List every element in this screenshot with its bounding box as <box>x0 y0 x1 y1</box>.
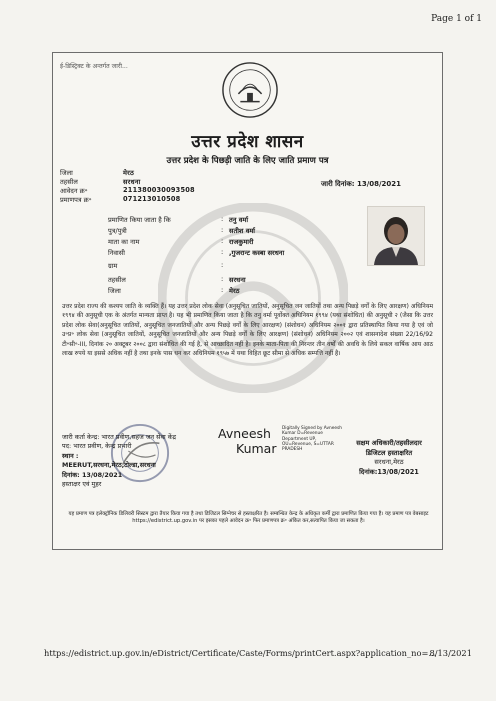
officer-date: दिनांक:13/08/2021 <box>359 468 419 477</box>
field-value: तनु वर्मा <box>229 216 249 224</box>
field-label: तहसील <box>108 276 126 284</box>
field-label: माता का नाम <box>108 238 140 246</box>
certificate-number: 071213010508 <box>123 195 181 203</box>
field-parent: पुत्र/पुत्री : सतीश वर्मा <box>108 226 256 235</box>
issuing-centre: जारी कर्ता केन्द्र: भारत प्रवीण,सहज जन सेवा केंद्र <box>62 433 176 441</box>
application-row <box>60 186 195 195</box>
certificate-row <box>60 195 180 204</box>
top-note: ई-डिस्ट्रिक्ट के अन्तर्गत जारी... <box>60 63 128 70</box>
field-tehsil: तहसील : सरधना <box>108 275 246 284</box>
sign-and-seal-label: हस्ताक्षर एवं मुहर <box>62 480 102 489</box>
field-value: राजकुमारी <box>229 238 254 246</box>
field-label: ग्राम <box>108 262 118 270</box>
district-value: मेरठ <box>123 169 135 177</box>
field-district: जिला : मेरठ <box>108 286 240 295</box>
digitally-signed-label: डिजिटल हस्ताक्षरित <box>365 448 413 457</box>
field-value: सरधना <box>229 276 246 284</box>
tehsil-label: तहसील <box>60 178 78 186</box>
certificate-label: प्रमाणपत्र क्र॰ <box>60 196 92 204</box>
signer-last-name: Kumar <box>236 441 277 456</box>
field-village: ग्राम : <box>108 261 224 270</box>
signature-details: Digitally Signed by Avneesh Kumar D=Revenue Department UP, OU=Revenue, S=UTTAR PRADESH <box>282 426 342 453</box>
verification-note: यह प्रमाण पत्र इलेक्ट्रॉनिक डिलिवरी सिस्टम द्वारा तैयार किया गया है तथा डिजिटल सिग्नेचर से हस्ताक्षरित है। सम्बन्धित केन्द्र के अधिकृत कर्मी द्वारा प्रमाणित किया गया है। यह प्रमाण पत्र वेबसाइट https://edistrict.up.gov.in पर इसका पहले आवेदन क्र॰ फिर प्रमाणपत्र क्र॰ अंकित कर,सत्यापित किया जा सकता है। <box>68 511 429 524</box>
digital-signature <box>218 426 342 456</box>
field-name: प्रमाणित किया जाता है कि : तनु वर्मा <box>108 215 249 224</box>
up-emblem-icon <box>221 61 279 119</box>
footer-date: 8/13/2021 <box>429 648 472 658</box>
application-label: आवेदन क्र॰ <box>60 187 88 195</box>
issuer-date: दिनांक: 13/08/2021 <box>62 470 123 479</box>
field-value: मेरठ <box>229 287 240 295</box>
field-value: ,गुजरान्ट कस्बा सरधना <box>229 249 285 257</box>
district-label: जिला <box>60 169 73 177</box>
field-value: सतीश वर्मा <box>229 227 256 235</box>
page-number: Page 1 of 1 <box>431 14 482 24</box>
caste-certificate <box>52 52 443 550</box>
field-label: पुत्र/पुत्री <box>108 227 127 235</box>
issuing-centre-block <box>62 433 232 489</box>
issuer-designation: पद: भारत प्रवीण, केन्द्र प्रभारी <box>62 442 132 451</box>
application-number: 211380030093508 <box>123 186 195 194</box>
signer-first-name: Avneesh <box>218 426 271 441</box>
tehsil-value: सरधना <box>123 178 141 186</box>
officer-title: सक्षम अधिकारी/तहसीलदार <box>356 439 422 447</box>
tehsil-row <box>60 177 140 186</box>
certificate-subtitle: उत्तर प्रदेश के पिछड़ी जाति के लिए जाति प्रमाण पत्र <box>166 156 329 166</box>
place-label: स्थान : <box>62 451 79 460</box>
issue-date: जारी दिनांक: 13/08/2021 <box>321 180 402 188</box>
field-label: जिला <box>108 287 121 295</box>
place-value: MEERUT,सरधना,मेरठ,टोल्डा,सरधना <box>62 461 156 470</box>
applicant-photo <box>367 206 425 266</box>
field-label: प्रमाणित किया जाता है कि <box>108 216 171 224</box>
district-row <box>60 168 134 177</box>
certificate-title: उत्तर प्रदेश शासन <box>191 132 304 152</box>
footer-url: https://edistrict.up.gov.in/eDistrict/Certificate/Caste/Forms/printCert.aspx?application_no=... <box>44 648 437 658</box>
officer-place: सरधना,मेरठ <box>374 458 404 467</box>
field-label: निवासी <box>108 249 125 257</box>
field-mother: माता का नाम : राजकुमारी <box>108 237 254 246</box>
certificate-body-text: उत्तर प्रदेश राज्य की कश्यप जाति के व्यक्ति हैं। यह उत्तर प्रदेश लोक सेवा (अनुसूचित जातियों, अनुसूचित जन जातियों तथा अन्य पिछड़े वर्गों के लिए आरक्षण) अधिनियम १९९४ की अनुसूची एक के अंतर्गत मान्यता प्राप्त है। यह भी प्रमाणित किया जाता है कि तनु वर्मा पूर्वोक्त अधिनियम १९९४ (यथा संशोधित) की अनुसूची २ (जैसा कि उत्तर प्रदेश लोक सेवा(अनुसूचित जातियों, अनुसूचित जनजातियों और अन्य पिछड़े वर्गों के लिए आरक्षण) (संशोधन) अधिनियम २००१ द्वारा प्रतिस्थापित किया गया है एवं जो उ॰प्र॰ लोक सेवा (अनुसूचित जातियों, अनुसूचित जनजातियों और अन्य पिछड़े वर्गों के लिए आरक्षण) (संशोधन) अधिनियम २००२ एवं शासनादेश संख्या 22/16/92 टी॰सी॰-III, दिनांक २० अक्टूबर २००८ द्वारा संशोधित की गई है, से आच्छादित नहीं है। इनके माता-पिता की निरन्तर तीन वर्षों की अवधि के लिये सकल वार्षिक आय आठ लाख रुपये या इससे अधिक नहीं है तथा इनके पास धन कर अधिनियम १९५७ में यथा विहित छूट सीमा से अधिक सम्पत्ति नहीं है। <box>62 303 433 358</box>
competent-officer-block <box>339 439 439 478</box>
field-resident: निवासी : ,गुजरान्ट कस्बा सरधना <box>108 248 285 257</box>
